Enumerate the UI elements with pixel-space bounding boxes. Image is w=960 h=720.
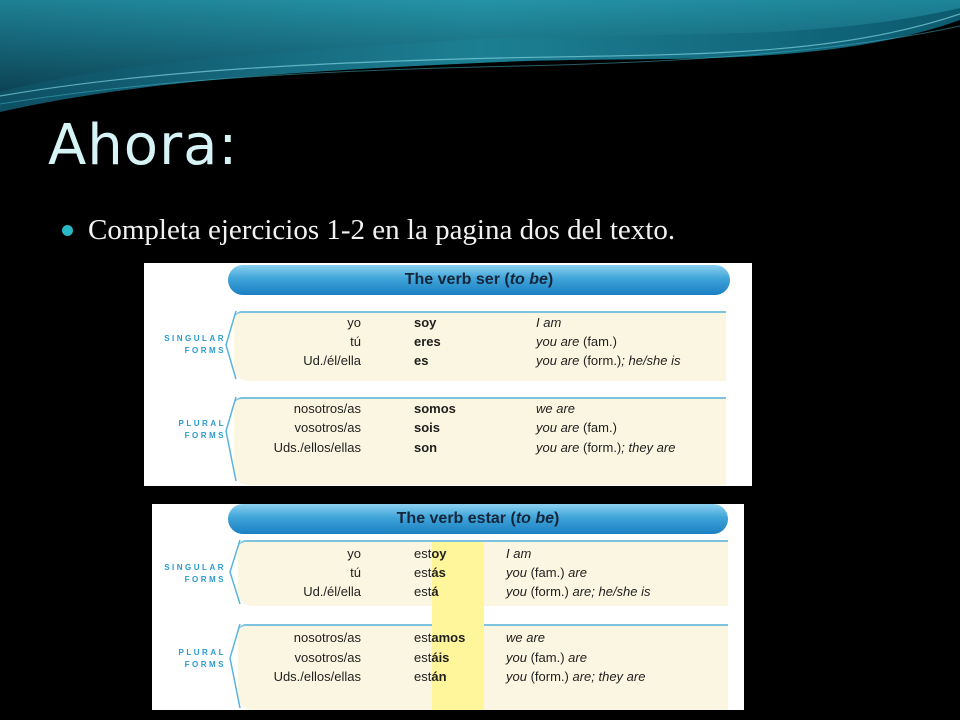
translation-part: you — [506, 584, 527, 599]
translation-part: are — [568, 650, 587, 665]
verb-stem: est — [414, 669, 432, 684]
verb-ending: á — [431, 584, 439, 599]
verb-stem: est — [414, 565, 432, 580]
header-text: The verb — [404, 271, 476, 288]
label-line: FORMS — [184, 346, 226, 355]
pronoun: Uds./ellos/ellas — [273, 440, 361, 455]
pronoun: tú — [350, 565, 361, 580]
conjugation-row — [144, 314, 752, 332]
translation-part: (form.) — [526, 669, 573, 684]
table-header — [228, 265, 730, 295]
estar-conjugation-table — [152, 504, 744, 710]
pronoun: tú — [350, 334, 361, 349]
verb-ending: oy — [431, 546, 447, 561]
translation-part: (fam.) — [579, 420, 617, 435]
translation-part: ; they are — [621, 440, 676, 455]
pronoun: yo — [347, 546, 361, 561]
verb-stem: est — [414, 630, 432, 645]
conjugation-row — [144, 419, 752, 437]
translation-part: (fam.) — [526, 650, 569, 665]
verb-form: sois — [414, 420, 441, 435]
translation-part: (fam.) — [526, 565, 569, 580]
pronoun: vosotros/as — [294, 650, 361, 665]
conjugation-row — [152, 668, 744, 686]
conjugation-row — [144, 333, 752, 351]
verb-form — [414, 564, 446, 582]
translation-part: we are — [536, 401, 576, 416]
verb-ending: áis — [431, 650, 450, 665]
translation-part: you are — [536, 440, 580, 455]
bullet-text: Completa ejercicios 1-2 en la pagina dos del texto. — [88, 213, 676, 246]
verb-form — [414, 649, 449, 667]
translation — [536, 400, 575, 418]
translation — [506, 583, 651, 601]
header-text: ) — [554, 510, 560, 527]
conjugation-row — [144, 400, 752, 418]
bullet-dot-icon — [62, 225, 73, 236]
pronoun: vosotros/as — [294, 420, 361, 435]
label-line: SINGULAR — [164, 563, 226, 572]
label-line: PLURAL — [178, 419, 226, 428]
header-gloss: to be — [509, 271, 548, 288]
translation — [506, 545, 531, 563]
translation-part: are — [568, 565, 587, 580]
conjugation-row — [144, 439, 752, 457]
pronoun: Ud./él/ella — [303, 584, 361, 599]
label-line: FORMS — [184, 575, 226, 584]
translation-part: you — [506, 669, 527, 684]
pronoun: Ud./él/ella — [303, 353, 361, 368]
translation-part: (form.) — [526, 584, 573, 599]
translation — [506, 629, 545, 647]
verb-form — [414, 545, 447, 563]
translation-part: you are — [536, 334, 580, 349]
pronoun: Uds./ellos/ellas — [273, 669, 361, 684]
verb-form: eres — [414, 334, 441, 349]
translation-part: I am — [536, 315, 562, 330]
header-text: ) — [547, 271, 554, 288]
translation — [506, 649, 587, 667]
translation-part: ; he/she is — [621, 353, 681, 368]
header-text: ( — [499, 271, 510, 288]
translation — [536, 314, 561, 332]
slide-title: Ahora: — [48, 113, 239, 178]
verb-form: son — [414, 440, 438, 455]
translation-part: you — [506, 650, 527, 665]
translation-part: we are — [506, 630, 546, 645]
header-text: The verb — [396, 510, 468, 527]
conjugation-row — [152, 564, 744, 582]
translation-part: (form.) — [579, 353, 622, 368]
label-line: FORMS — [184, 660, 226, 669]
verb-ending: amos — [431, 630, 466, 645]
translation-part: you — [506, 565, 527, 580]
pronoun: nosotros/as — [293, 630, 361, 645]
translation-part: are; he/she is — [572, 584, 651, 599]
translation — [506, 564, 587, 582]
conjugation-row — [152, 629, 744, 647]
conjugation-row — [152, 545, 744, 563]
verb-form: somos — [414, 401, 456, 416]
conjugation-row — [144, 352, 752, 370]
translation-part: I am — [506, 546, 532, 561]
label-line: PLURAL — [178, 648, 226, 657]
translation-part: (fam.) — [579, 334, 617, 349]
translation — [506, 668, 645, 686]
verb-ending: án — [431, 669, 447, 684]
header-verb: estar — [467, 510, 507, 527]
verb-form: es — [414, 353, 429, 368]
header-wave-decoration — [0, 0, 960, 120]
pronoun: yo — [347, 315, 361, 330]
translation-part: you are — [536, 353, 580, 368]
header-verb: ser — [475, 271, 500, 288]
translation-part: you are — [536, 420, 580, 435]
translation-part: are; they are — [572, 669, 646, 684]
bullet-item — [62, 214, 675, 246]
verb-stem: est — [414, 584, 432, 599]
translation — [536, 333, 617, 351]
verb-stem: est — [414, 546, 432, 561]
verb-stem: est — [414, 650, 432, 665]
translation-part: (form.) — [579, 440, 622, 455]
verb-form — [414, 583, 439, 601]
verb-ending: ás — [431, 565, 446, 580]
conjugation-row — [152, 583, 744, 601]
translation — [536, 419, 617, 437]
conjugation-row — [152, 649, 744, 667]
verb-form — [414, 629, 465, 647]
ser-conjugation-table — [144, 263, 752, 486]
table-header — [228, 504, 728, 534]
verb-form: soy — [414, 315, 437, 330]
label-line: SINGULAR — [164, 334, 226, 343]
header-text: ( — [506, 510, 516, 527]
verb-form — [414, 668, 447, 686]
translation — [536, 439, 675, 457]
translation — [536, 352, 681, 370]
label-line: FORMS — [184, 431, 226, 440]
header-gloss: to be — [515, 510, 555, 527]
pronoun: nosotros/as — [293, 401, 361, 416]
